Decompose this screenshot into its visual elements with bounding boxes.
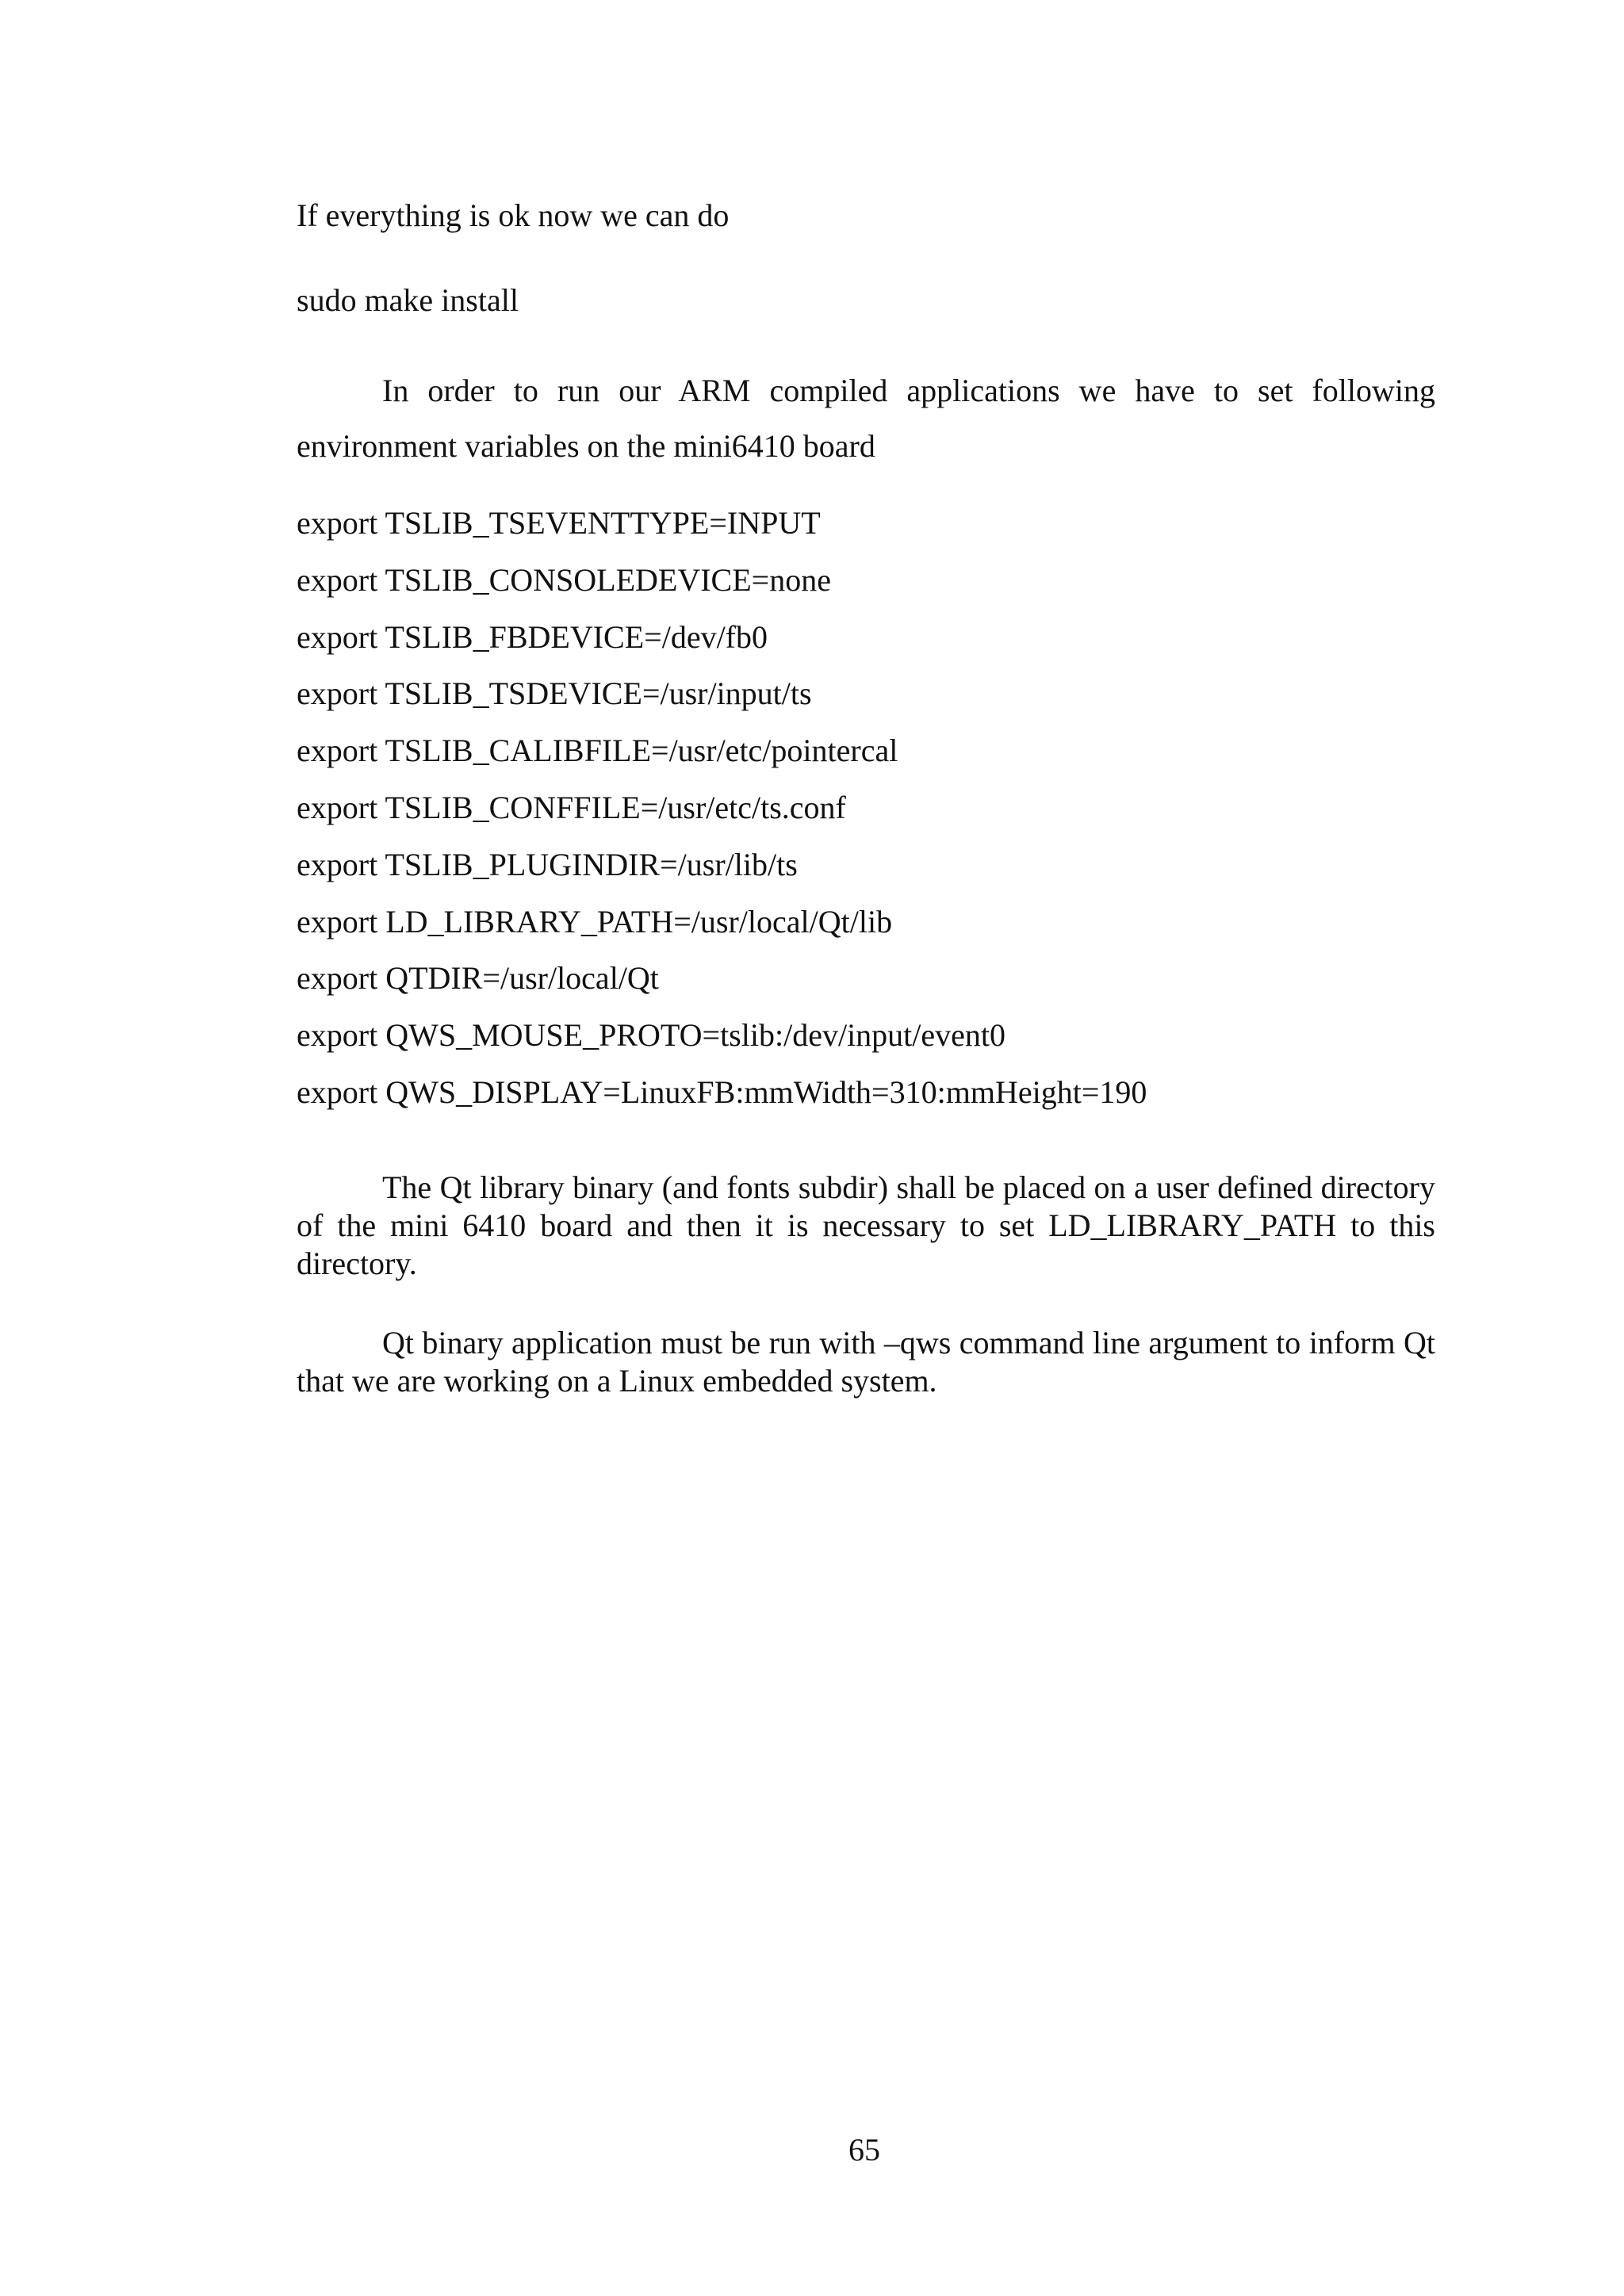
install-command: sudo make install xyxy=(297,282,519,318)
paragraph-qt-library: The Qt library binary (and fonts subdir) shall be placed on a user defined directory of the mini 6410 board and then it is necessary to set LD_LIBRARY_PATH to this directory. xyxy=(297,1169,1435,1281)
export-line: export TSLIB_CONSOLEDEVICE=none xyxy=(297,562,831,598)
export-line: export TSLIB_TSDEVICE=/usr/input/ts xyxy=(297,675,812,711)
intro-line: If everything is ok now we can do xyxy=(297,197,730,233)
export-line: export TSLIB_CONFFILE=/usr/etc/ts.conf xyxy=(297,790,846,825)
export-line: export QWS_DISPLAY=LinuxFB:mmWidth=310:mmHeight=190 xyxy=(297,1074,1147,1110)
export-line: export LD_LIBRARY_PATH=/usr/local/Qt/lib xyxy=(297,904,893,939)
export-line: export TSLIB_FBDEVICE=/dev/fb0 xyxy=(297,619,768,655)
paragraph-qws-argument: Qt binary application must be run with –qws command line argument to inform Qt that we are working on a Linux embedded system. xyxy=(297,1325,1435,1399)
export-line: export TSLIB_TSEVENTTYPE=INPUT xyxy=(297,505,821,541)
paragraph-environment-variables: In order to run our ARM compiled applications we have to set following environment variables on the mini6410 board xyxy=(297,373,1435,464)
export-line: export QWS_MOUSE_PROTO=tslib:/dev/input/event0 xyxy=(297,1017,1006,1053)
export-line: export QTDIR=/usr/local/Qt xyxy=(297,960,659,996)
page-number: 65 xyxy=(848,2132,880,2168)
export-line: export TSLIB_CALIBFILE=/usr/etc/pointercal xyxy=(297,733,898,768)
export-line: export TSLIB_PLUGINDIR=/usr/lib/ts xyxy=(297,847,798,882)
